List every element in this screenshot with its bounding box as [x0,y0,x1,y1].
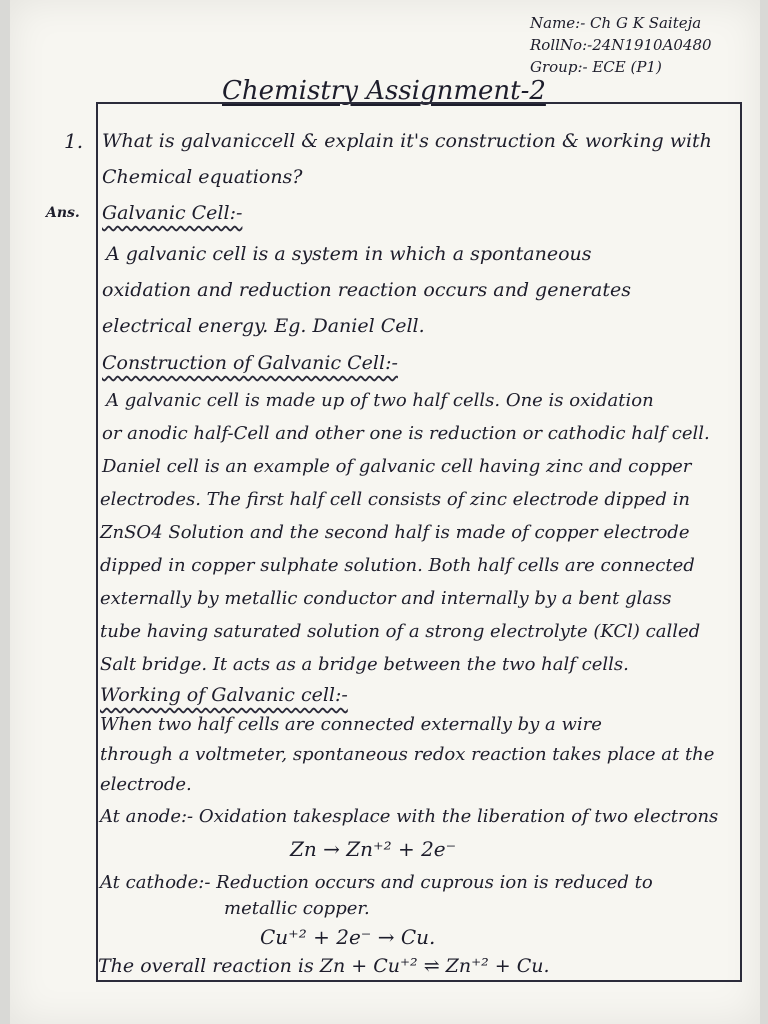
question-number: 1. [64,129,84,153]
anode-equation: Zn → Zn⁺² + 2e⁻ [290,837,457,861]
paragraph-line: Salt bridge. It acts as a bridge between the two half cells. [100,654,629,675]
anode-description: At anode:- Oxidation takesplace with the liberation of two electrons [100,806,719,827]
paragraph-line: externally by metallic conductor and internally by a bent glass [100,588,672,609]
student-details [530,12,765,78]
paragraph-line: oxidation and reduction reaction occurs and generates [102,279,631,301]
student-roll-no: RollNo:-24N1910A0480 [530,36,712,54]
paragraph-line: dipped in copper sulphate solution. Both half cells are connected [100,555,695,576]
student-group: Group:- ECE (P1) [530,58,662,76]
paragraph-line: through a voltmeter, spontaneous redox reaction takes place at the [100,744,715,765]
paragraph-line: ZnSO4 Solution and the second half is made of copper electrode [100,522,690,543]
assignment-title: Chemistry Assignment-2 [222,76,546,106]
paragraph-line: A galvanic cell is made up of two half cells. One is oxidation [106,390,654,411]
paragraph-line: Daniel cell is an example of galvanic cell having zinc and copper [102,456,692,477]
paragraph-line: electrode. [100,774,192,795]
paragraph-line: When two half cells are connected externally by a wire [100,714,602,735]
cathode-description-continued: metallic copper. [224,898,370,919]
working-heading: Working of Galvanic cell:- [100,684,348,706]
cathode-description: At cathode:- Reduction occurs and cuprous ion is reduced to [100,872,653,893]
cathode-equation: Cu⁺² + 2e⁻ → Cu. [260,925,436,949]
assignment-sheet [10,0,760,1024]
question-line: What is galvaniccell & explain it's construction & working with [102,130,712,152]
galvanic-cell-heading: Galvanic Cell:- [102,202,243,224]
student-name: Name:- Ch G K Saiteja [530,14,702,32]
answer-label: Ans. [46,205,80,221]
overall-reaction: The overall reaction is Zn + Cu⁺² ⇌ Zn⁺² + Cu. [98,955,550,977]
construction-heading: Construction of Galvanic Cell:- [102,352,398,374]
paragraph-line: electrodes. The first half cell consists of zinc electrode dipped in [100,489,690,510]
paragraph-line: electrical energy. Eg. Daniel Cell. [102,315,425,337]
paragraph-line: tube having saturated solution of a strong electrolyte (KCl) called [100,621,701,642]
paragraph-line: or anodic half-Cell and other one is reduction or cathodic half cell. [102,423,710,444]
paragraph-line: A galvanic cell is a system in which a spontaneous [106,243,592,265]
question-line: Chemical equations? [102,166,303,188]
